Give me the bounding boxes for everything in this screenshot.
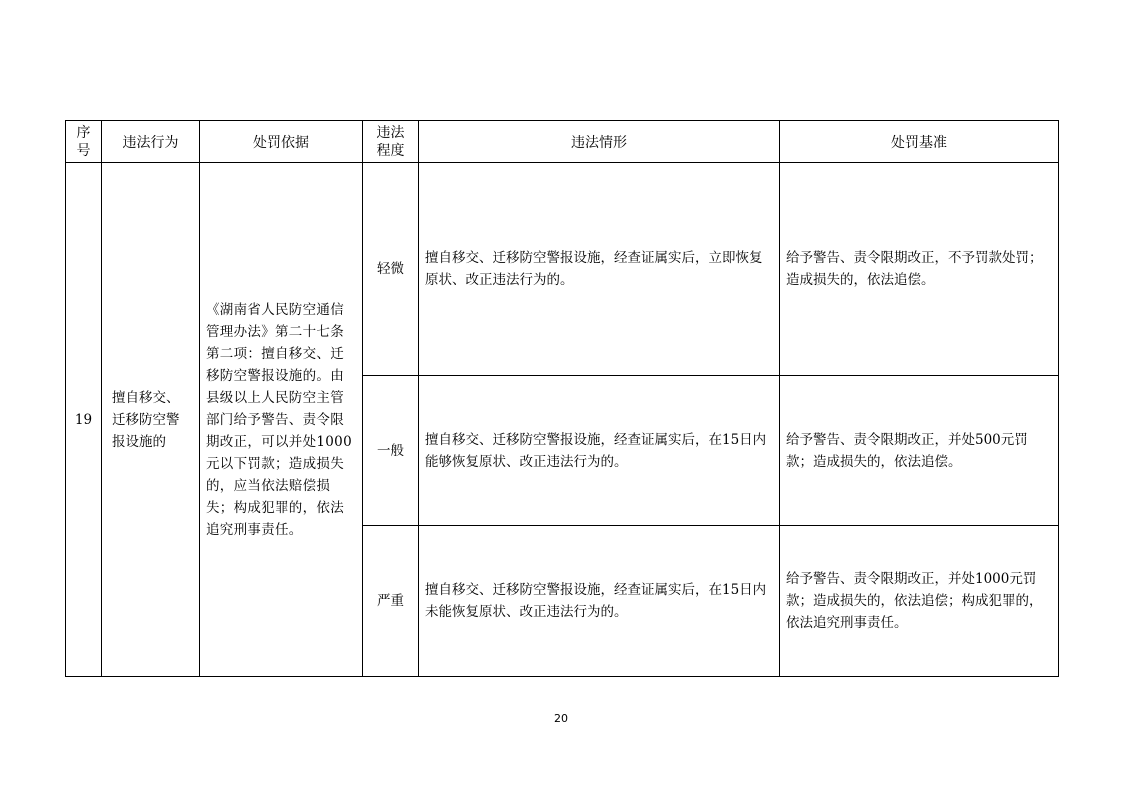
degree-minor: 轻微 <box>363 163 419 376</box>
row-behavior: 擅自移交、迁移防空警报设施的 <box>102 163 200 677</box>
circumstance-minor: 擅自移交、迁移防空警报设施，经查证属实后，立即恢复原状、改正违法行为的。 <box>419 163 780 376</box>
degree-general: 一般 <box>363 376 419 526</box>
standard-minor: 给予警告、责令限期改正，不予罚款处罚；造成损失的，依法追偿。 <box>780 163 1059 376</box>
page-number: 20 <box>554 712 568 725</box>
header-standard: 处罚基准 <box>780 121 1059 163</box>
header-behavior: 违法行为 <box>102 121 200 163</box>
circumstance-serious: 擅自移交、迁移防空警报设施，经查证属实后，在15日内未能恢复原状、改正违法行为的。 <box>419 526 780 677</box>
penalty-standard-table <box>65 120 1059 677</box>
standard-serious: 给予警告、责令限期改正，并处1000元罚款；造成损失的，依法追偿；构成犯罪的，依法追究刑事责任。 <box>780 526 1059 677</box>
header-row <box>66 121 1059 163</box>
header-degree: 违法程度 <box>363 121 419 163</box>
header-seq: 序号 <box>66 121 102 163</box>
degree-serious: 严重 <box>363 526 419 677</box>
standard-general: 给予警告、责令限期改正，并处500元罚款；造成损失的，依法追偿。 <box>780 376 1059 526</box>
header-basis: 处罚依据 <box>200 121 363 163</box>
row-basis: 《湖南省人民防空通信管理办法》第二十七条第二项：擅自移交、迁移防空警报设施的。由县级以上人民防空主管部门给予警告、责令限期改正，可以并处1000元以下罚款；造成损失的，应当依法赔偿损失；构成犯罪的，依法追究刑事责任。 <box>200 163 363 677</box>
header-circumstance: 违法情形 <box>419 121 780 163</box>
row-seq: 19 <box>66 163 102 677</box>
table-row <box>66 163 1059 376</box>
circumstance-general: 擅自移交、迁移防空警报设施，经查证属实后，在15日内能够恢复原状、改正违法行为的。 <box>419 376 780 526</box>
